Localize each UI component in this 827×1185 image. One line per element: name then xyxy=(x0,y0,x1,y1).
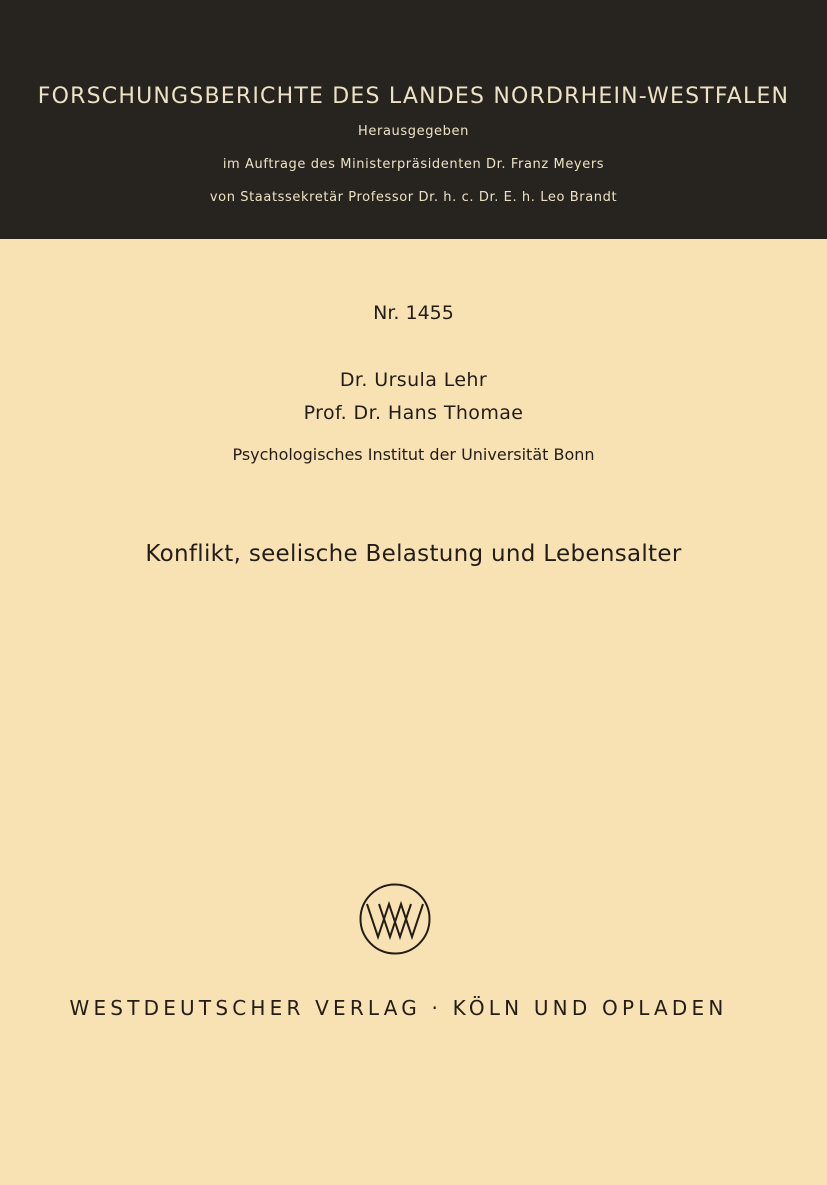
series-header-band xyxy=(0,0,827,239)
author-ursula-lehr: Dr. Ursula Lehr xyxy=(339,369,488,391)
publisher-imprint: WESTDEUTSCHER VERLAG · KÖLN UND OPLADEN xyxy=(69,996,728,1020)
editor-line-editor: von Staatssekretär Professor Dr. h. c. Dr. E. h. Leo Brandt xyxy=(209,190,618,205)
book-title: Konflikt, seelische Belastung und Lebensalter xyxy=(145,541,682,567)
editor-line-commission: im Auftrage des Ministerpräsidenten Dr. Franz Meyers xyxy=(222,157,605,172)
series-title: FORSCHUNGSBERICHTE DES LANDES NORDRHEIN-WESTFALEN xyxy=(37,84,790,109)
editor-line-herausgegeben: Herausgegeben xyxy=(358,124,469,139)
institute-affiliation: Psychologisches Institut der Universität Bonn xyxy=(232,445,595,464)
author-hans-thomae: Prof. Dr. Hans Thomae xyxy=(303,402,524,424)
ww-circle-logo-icon xyxy=(358,882,432,956)
report-number: Nr. 1455 xyxy=(373,302,454,324)
